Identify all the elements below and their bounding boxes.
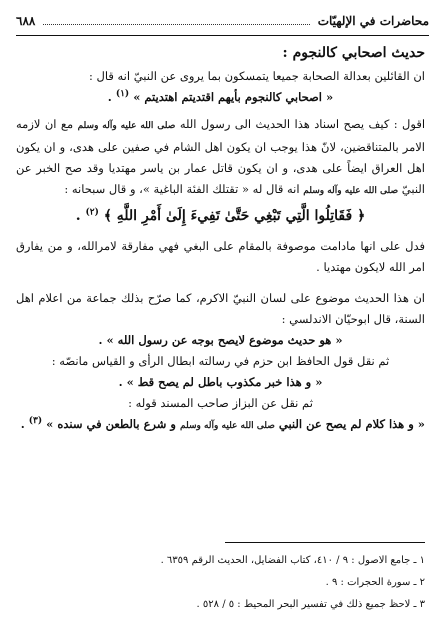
running-header (16, 10, 429, 32)
bazzar-quote: « و هذا كلام لم يصح عن النبي صلى الله عليه وآله وسلم و شرع بالطعن في سنده » $^{(٣)}$ . (20, 416, 425, 431)
footnote-2: ٢ ـ سورة الحجرات : ٩ . (325, 577, 425, 588)
book-title: محاضرات في الإلهيّات (317, 14, 429, 28)
conclusion-paragraph: فدل على انها مادامت موصوفة بالمقام على البغي فهي مفارقة لامرالله، و من يفارق امر الله لايكون مهتديا . (16, 239, 425, 274)
footnote-marker-1: (١) (115, 89, 130, 100)
quran-verse: ﴿ فَقَاتِلُوا الَّتِي تَبْغِي حَتَّىٰ تَفِيءَ إِلَىٰ أَمْرِ اللَّهِ ﴾ $^{(٢)}$ . (75, 207, 366, 224)
header-rule (16, 35, 429, 36)
bazzar-intro: ثم نقل عن البزاز صاحب المسند قوله : (128, 396, 313, 410)
footnote-marker-2: (٢) (85, 207, 99, 218)
section-heading: حديث اصحابي كالنجوم : (282, 45, 425, 61)
abu-hayyan-quote: « هو حديث موضوع لايصح بوجه عن رسول الله » . (98, 333, 343, 347)
footnotes (16, 550, 425, 616)
footnote-rule (225, 542, 425, 543)
dotted-leader (43, 24, 309, 25)
footnote-3: ٣ ـ لاحظ جميع ذلك في تفسير البحر المحيط : ٥ / ٥٢٨ . (196, 599, 425, 610)
ibn-hazm-intro: ثم نقل قول الحافظ ابن حزم في رسالته ابطال الرأى و القياس مانصّه : (51, 354, 390, 368)
bazzar-quote-part-a: « و هذا كلام لم يصح عن النبي (278, 417, 425, 431)
salutation-glyph: صلى الله عليه وآله وسلم (77, 121, 176, 131)
argument-part-c: انه قال له « تقتلك الفئة الباغية »، و قال سبحانه : (64, 182, 300, 196)
bazzar-quote-part-b: و شرع بالطعن في سنده » (46, 417, 176, 431)
footnote-marker-3: (٣) (28, 416, 43, 427)
quran-text: ﴿ فَقَاتِلُوا الَّتِي تَبْغِي حَتَّىٰ تَفِيءَ إِلَىٰ أَمْرِ اللَّهِ ﴾ (103, 208, 366, 224)
hadith-text: « اصحابي كالنجوم بأيهم اقتديتم اهتديتم » (133, 90, 334, 104)
salutation-glyph: صلى الله عليه وآله وسلم (179, 421, 275, 431)
intro-paragraph: ان القائلين بعدالة الصحابة جميعا يتمسكون بما يروى عن النبيّ انه قال : (88, 69, 425, 83)
fabrication-paragraph: ان هذا الحديث موضوع على لسان النبيّ الاكرم، كما صرّح بذلك جماعة من اعلام اهل السنة، قال ابوحيّان الاندلسي : (16, 291, 425, 326)
footnote-1: ١ ـ جامع الاصول : ٩ / ٤١٠، كتاب الفضايل، الحديث الرقم ٦٣٥٩ . (160, 555, 425, 566)
argument-part-a: اقول : كيف يصح اسناد هذا الحديث الى رسول الله (179, 117, 426, 131)
ibn-hazm-quote: « و هذا خبر مكذوب باطل لم يصح قط » . (118, 375, 323, 389)
page-number: ٦٨٨ (16, 14, 36, 28)
salutation-glyph: صلى الله عليه وآله وسلم (303, 186, 399, 196)
argument-paragraph (16, 114, 425, 202)
main-text (16, 40, 425, 437)
hadith-quote: « اصحابي كالنجوم بأيهم اقتديتم اهتديتم » $^{(١)}$ . (107, 89, 334, 104)
argument-part-b: مع ان لازمه الامر بالمتناقضين، لانّ هذا يوجب ان يكون اهل الشام في صفين على هدى، و ان يكون اهل العراق ايضاً على هدى، و ان يكون قاتل عمار بن ياسر مهتديا وقد صح الخبر عن النبيّ (16, 117, 425, 196)
